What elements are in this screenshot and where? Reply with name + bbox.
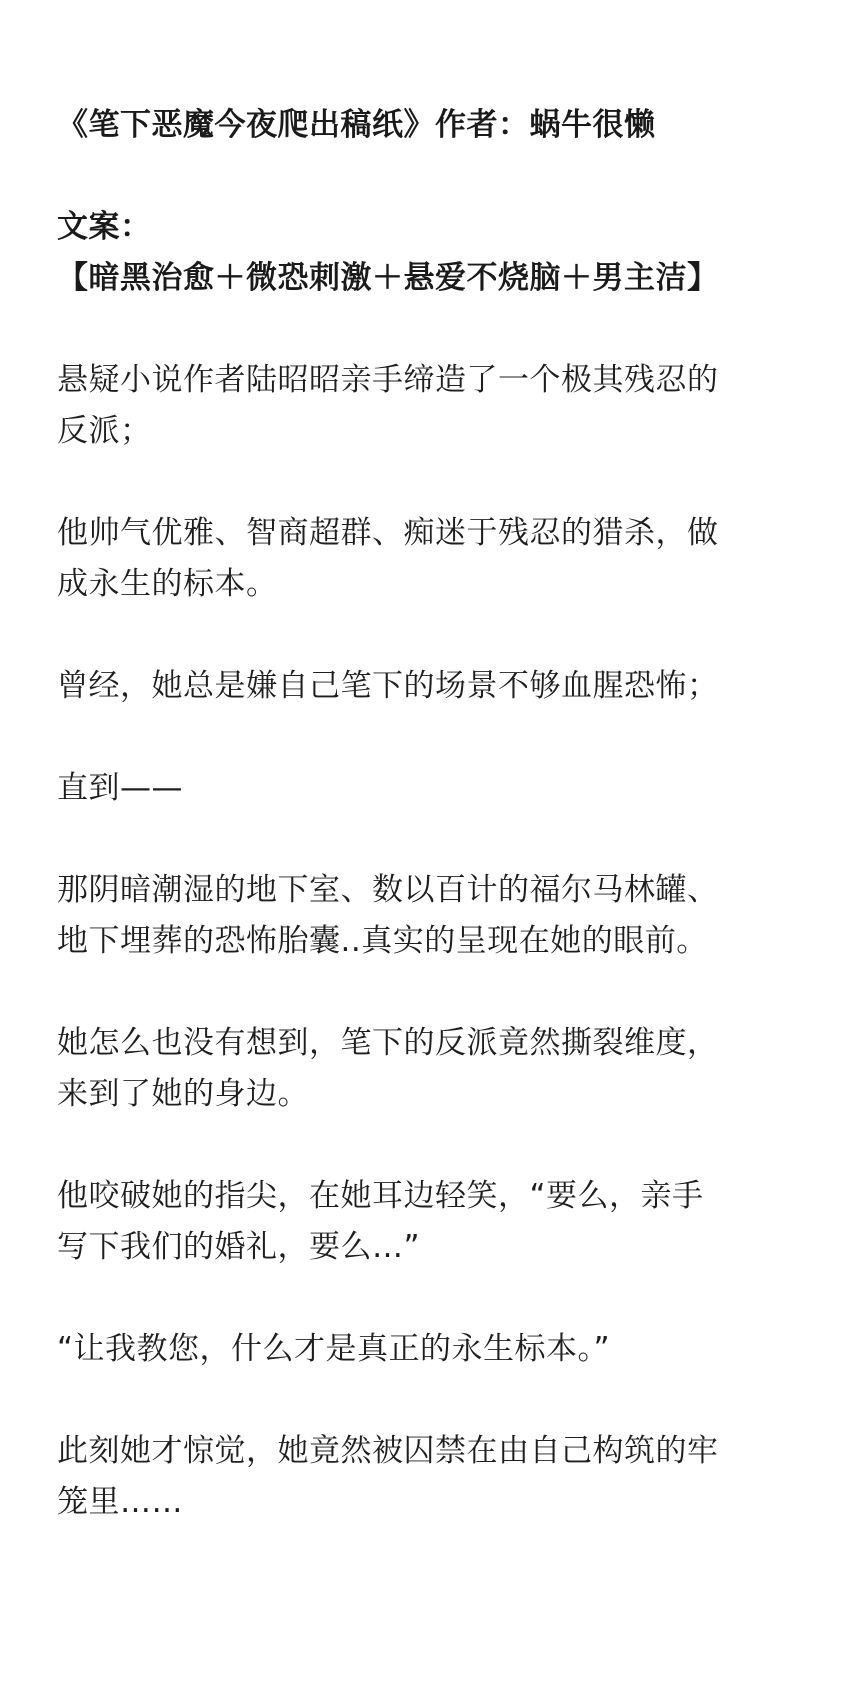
spacer	[57, 967, 817, 1018]
paragraph-line: 成永生的标本。	[57, 566, 278, 602]
paragraph-line: 写下我们的婚礼，要么…”	[57, 1229, 421, 1265]
paragraph-7	[57, 1171, 817, 1273]
paragraph-line: 笼里……	[57, 1484, 183, 1520]
paragraph-2	[57, 508, 817, 610]
paragraph-line: 此刻她才惊觉，她竟然被囚禁在由自己构筑的牢	[57, 1433, 719, 1469]
paragraph-3	[57, 661, 817, 712]
book-title-line: 《笔下恶魔今夜爬出稿纸》作者：蜗牛很懒	[57, 107, 656, 143]
paragraph-1	[57, 355, 817, 457]
paragraph-line: 他咬破她的指尖，在她耳边轻笑，“要么，亲手	[57, 1178, 704, 1214]
paragraph-line: 他帅气优雅、智商超群、痴迷于残忍的猎杀，做	[57, 515, 719, 551]
spacer	[57, 1273, 817, 1324]
paragraph-6	[57, 1018, 817, 1120]
paragraph-line: 直到——	[57, 770, 183, 806]
paragraph-9	[57, 1426, 817, 1528]
paragraph-line: 来到了她的身边。	[57, 1076, 309, 1112]
spacer	[57, 457, 817, 508]
paragraph-line: 反派；	[57, 413, 152, 449]
paragraph-line: “让我教您，什么才是真正的永生标本。”	[57, 1331, 611, 1367]
paragraph-line: 悬疑小说作者陆昭昭亲手缔造了一个极其残忍的	[57, 362, 719, 398]
paragraph-line: 曾经，她总是嫌自己笔下的场景不够血腥恐怖；	[57, 668, 719, 704]
paragraph-line: 那阴暗潮湿的地下室、数以百计的福尔马林罐、	[57, 872, 719, 908]
paragraph-line: 她怎么也没有想到，笔下的反派竟然撕裂维度，	[57, 1025, 719, 1061]
paragraph-4	[57, 763, 817, 814]
spacer	[57, 151, 817, 202]
spacer	[57, 610, 817, 661]
spacer	[57, 1375, 817, 1426]
paragraph-5	[57, 865, 817, 967]
blurb-label: 文案：	[57, 209, 152, 245]
spacer	[57, 712, 817, 763]
spacer	[57, 814, 817, 865]
genre-tags: 【暗黑治愈＋微恐刺激＋悬爱不烧脑＋男主洁】	[57, 260, 719, 296]
paragraph-8	[57, 1324, 817, 1375]
paragraph-line: 地下埋葬的恐怖胎囊..真实的呈现在她的眼前。	[57, 923, 708, 959]
spacer	[57, 1120, 817, 1171]
spacer	[57, 304, 817, 355]
document-body	[57, 100, 817, 1528]
